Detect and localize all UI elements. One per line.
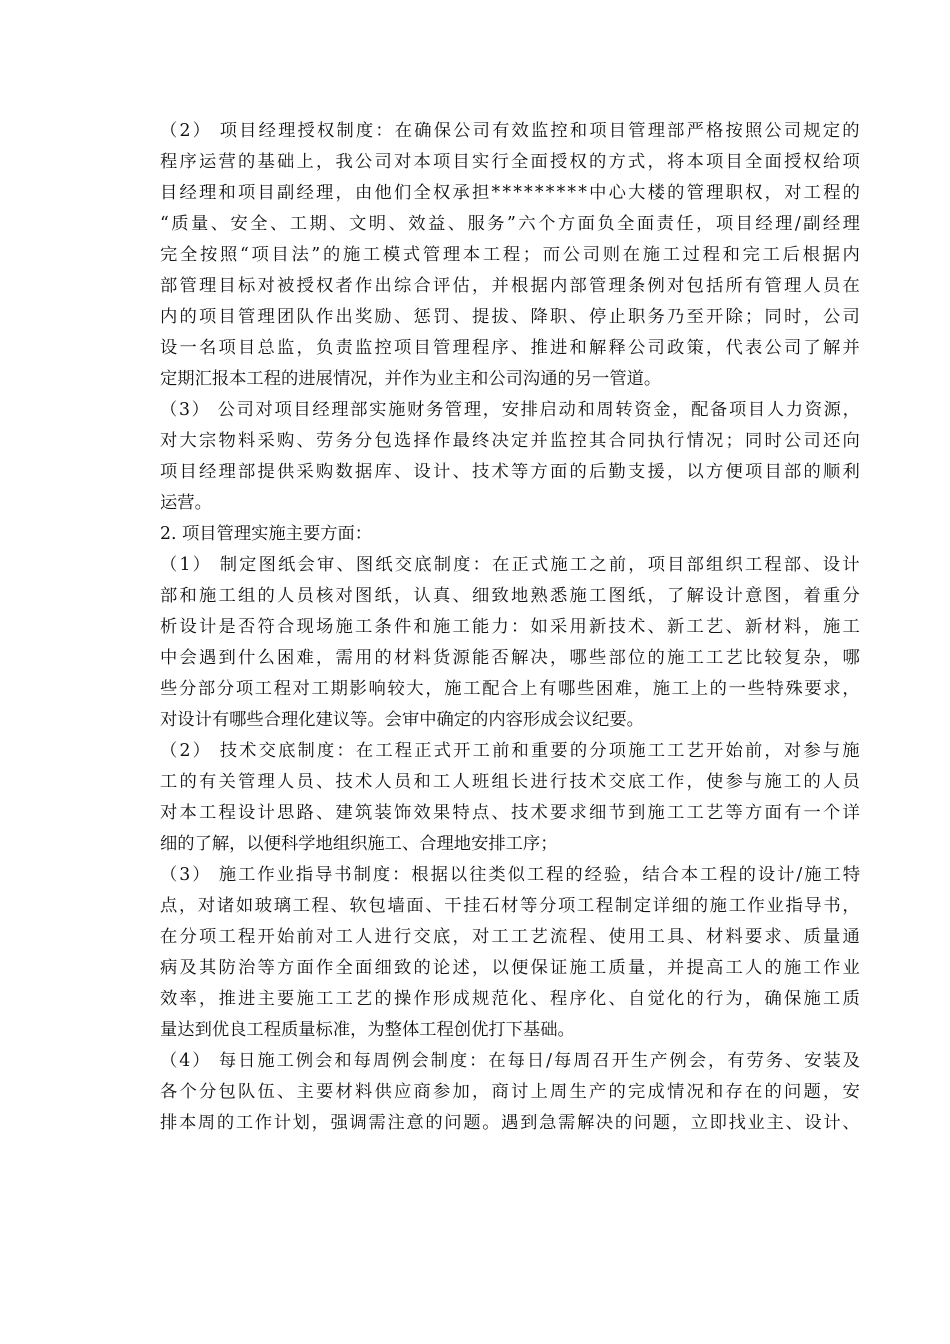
- text-line: 目 经 理 和 项 目 副 经 理 ， 由 他 们 全 权 承 担 * * * * * * * * * 中 心 大 楼 的 管 理 职 权 ， 对 工 程 的: [160, 183, 860, 203]
- text-line: （ 2 ） 项 目 经 理 授 权 制 度 ： 在 确 保 公 司 有 效 监 控 和 项 目 管 理 部 严 格 按 照 公 司 规 定 的: [160, 121, 860, 141]
- text-line: 中 会 遇 到 什 么 困 难 ， 需 用 的 材 料 货 源 能 否 解 决 ， 哪 些 部 位 的 施 工 工 艺 比 较 复 杂 ， 哪: [160, 648, 860, 668]
- text-line: 工 的 有 关 管 理 人 员 、 技 术 人 员 和 工 人 班 组 长 进 行 技 术 交 底 工 作 ， 使 参 与 施 工 的 人 员: [160, 772, 860, 792]
- text-line: （ 3 ） 施 工 作 业 指 导 书 制 度 ： 根 据 以 往 类 似 工 程 的 经 验 ， 结 合 本 工 程 的 设 计 / 施 工 特: [160, 865, 860, 885]
- text-line: 效 率 ， 推 进 主 要 施 工 工 艺 的 操 作 形 成 规 范 化 、 程 序 化 、 自 觉 化 的 行 为 ， 确 保 施 工 质: [160, 989, 860, 1009]
- text-line: 些 分 部 分 项 工 程 对 工 期 影 响 较 大 ， 施 工 配 合 上 有 哪 些 困 难 ， 施 工 上 的 一 些 特 殊 要 求 ，: [160, 679, 860, 699]
- document-body: [160, 116, 860, 1139]
- text-line: 程 序 运 营 的 基 础 上 ， 我 公 司 对 本 项 目 实 行 全 面 授 权 的 方 式 ， 将 本 项 目 全 面 授 权 给 项: [160, 152, 860, 172]
- text-line: 排 本 周 的 工 作 计 划 ， 强 调 需 注 意 的 问 题 。 遇 到 急 需 解 决 的 问 题 ， 立 即 找 业 主 、 设 计 、: [160, 1113, 860, 1133]
- text-line: 细的了解，以便科学地组织施工、合理地安排工序；: [160, 834, 558, 854]
- text-line: 各 个 分 包 队 伍 、 主 要 材 料 供 应 商 参 加 ， 商 讨 上 周 生 产 的 完 成 情 况 和 存 在 的 问 题 ， 安: [160, 1082, 860, 1102]
- text-line: （ 3 ） 公 司 对 项 目 经 理 部 实 施 财 务 管 理 ， 安 排 启 动 和 周 转 资 金 ， 配 备 项 目 人 力 资 源 ，: [160, 400, 860, 420]
- text-line: 点 ， 对 诸 如 玻 璃 工 程 、 软 包 墙 面 、 干 挂 石 材 等 分 项 工 程 制 定 详 细 的 施 工 作 业 指 导 书 ，: [160, 896, 860, 916]
- text-line: （ 1 ） 制 定 图 纸 会 审 、 图 纸 交 底 制 度 ： 在 正 式 施 工 之 前 ， 项 目 部 组 织 工 程 部 、 设 计: [160, 555, 860, 575]
- text-line: 病 及 其 防 治 等 方 面 作 全 面 细 致 的 论 述 ， 以 便 保 证 施 工 质 量 ， 并 提 高 工 人 的 施 工 作 业: [160, 958, 860, 978]
- text-line: 定期汇报本工程的进展情况，并作为业主和公司沟通的另一管道。: [160, 369, 662, 389]
- text-line: 设 一 名 项 目 总 监 ， 负 责 监 控 项 目 管 理 程 序 、 推 进 和 解 释 公 司 政 策 ， 代 表 公 司 了 解 并: [160, 338, 860, 358]
- text-line: 对 大 宗 物 料 采 购 、 劳 务 分 包 选 择 作 最 终 决 定 并 监 控 其 合 同 执 行 情 况 ； 同 时 公 司 还 向: [160, 431, 860, 451]
- text-line: 项 目 经 理 部 提 供 采 购 数 据 库 、 设 计 、 技 术 等 方 面 的 后 勤 支 援 ， 以 方 便 项 目 部 的 顺 利: [160, 462, 860, 482]
- text-line: 完 全 按 照 “ 项 目 法 ” 的 施 工 模 式 管 理 本 工 程 ； 而 公 司 则 在 施 工 过 程 和 完 工 后 根 据 内: [160, 245, 860, 265]
- text-line: 部 管 理 目 标 对 被 授 权 者 作 出 综 合 评 估 ， 并 根 据 内 部 管 理 条 例 对 包 括 所 有 管 理 人 员 在: [160, 276, 860, 296]
- text-line: 量达到优良工程质量标准，为整体工程创优打下基础。: [160, 1020, 575, 1040]
- text-line: 2. 项目管理实施主要方面：: [160, 524, 373, 544]
- text-line: 对 本 工 程 设 计 思 路 、 建 筑 装 饰 效 果 特 点 、 技 术 要 求 细 节 到 施 工 工 艺 等 方 面 有 一 个 详: [160, 803, 860, 823]
- text-line: 析 设 计 是 否 符 合 现 场 施 工 条 件 和 施 工 能 力 ： 如 采 用 新 技 术 、 新 工 艺 、 新 材 料 ， 施 工: [160, 617, 860, 637]
- text-line: 在 分 项 工 程 开 始 前 对 工 人 进 行 交 底 ， 对 工 工 艺 流 程 、 使 用 工 具 、 材 料 要 求 、 质 量 通: [160, 927, 860, 947]
- text-line: 内 的 项 目 管 理 团 队 作 出 奖 励 、 惩 罚 、 提 拔 、 降 职 、 停 止 职 务 乃 至 开 除 ； 同 时 ， 公 司: [160, 307, 860, 327]
- text-line: “ 质 量 、 安 全 、 工 期 、 文 明 、 效 益 、 服 务 ” 六 个 方 面 负 全 面 责 任 ， 项 目 经 理 / 副 经 理: [160, 214, 860, 234]
- text-line: 部 和 施 工 组 的 人 员 核 对 图 纸 ， 认 真 、 细 致 地 熟 悉 施 工 图 纸 ， 了 解 设 计 意 图 ， 着 重 分: [160, 586, 860, 606]
- text-line: 对设计有哪些合理化建议等。会审中确定的内容形成会议纪要。: [160, 710, 644, 730]
- text-line: （ 2 ） 技 术 交 底 制 度 ： 在 工 程 正 式 开 工 前 和 重 要 的 分 项 施 工 工 艺 开 始 前 ， 对 参 与 施: [160, 741, 860, 761]
- text-line: （ 4 ） 每 日 施 工 例 会 和 每 周 例 会 制 度 ： 在 每 日 / 每 周 召 开 生 产 例 会 ， 有 劳 务 、 安 装 及: [160, 1051, 860, 1071]
- text-line: 运营。: [160, 493, 212, 513]
